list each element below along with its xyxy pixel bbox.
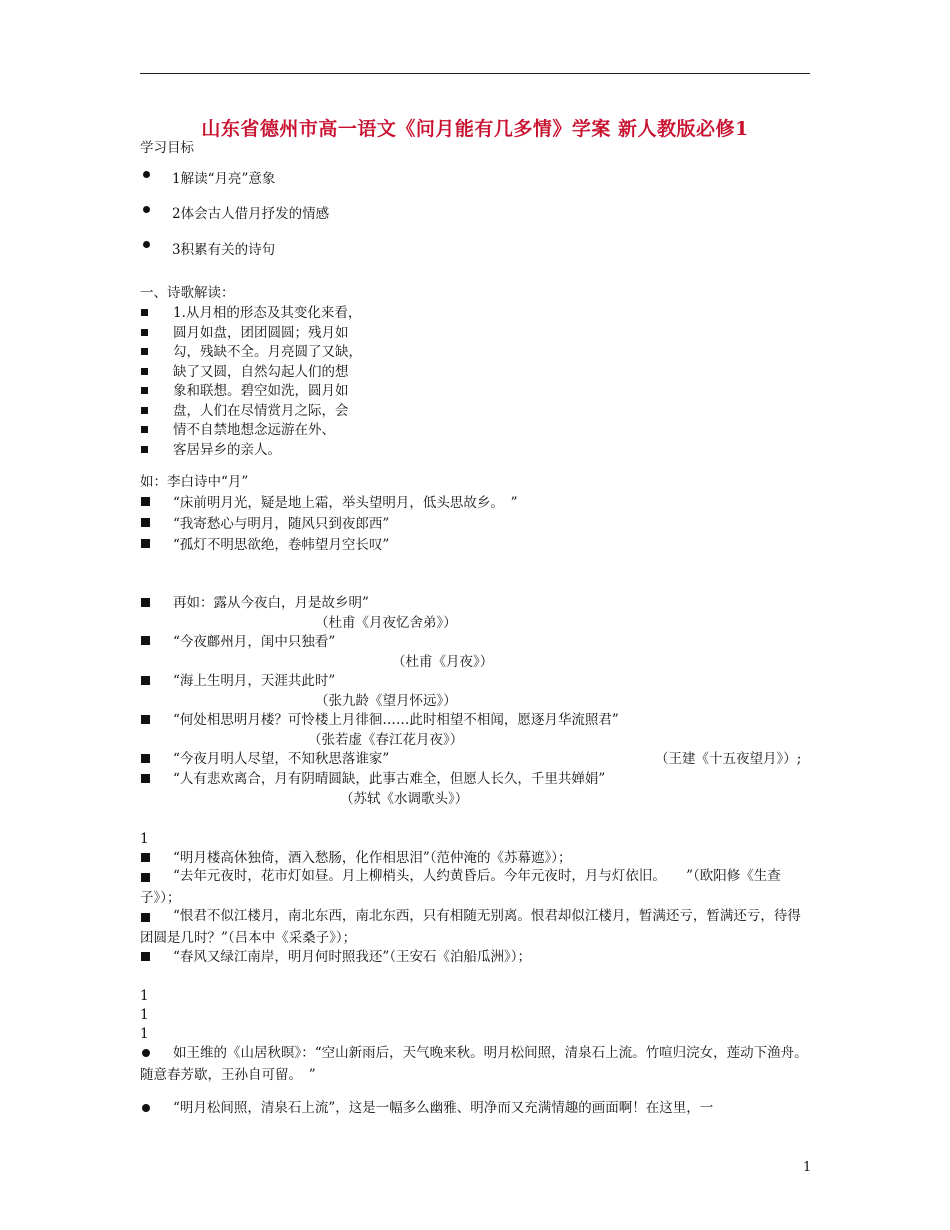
square-bullet: [141, 329, 148, 336]
quote-line: “春风又绿江南岸，明月何时照我还”（王安石《泊船瓜洲》）；: [173, 949, 532, 965]
section1-line: 勾，残缺不全。月亮圆了又缺，: [173, 344, 362, 360]
quote-line: “明月楼高休独倚，酒入愁肠，化作相思泪”（范仲淹的《苏幕遮》）；: [173, 850, 572, 866]
section1-line: 客居异乡的亲人。: [173, 442, 281, 458]
wangwei-paragraph: “明月松间照，清泉石上流”，这是一幅多么幽雅、明净而又充满情趣的画面啊！在这里，一: [173, 1100, 714, 1116]
bullet-dot: [143, 171, 150, 178]
libai-intro: 如：李白诗中“月”: [140, 474, 249, 490]
quote-source: （苏轼《水调歌头》）: [340, 791, 469, 807]
square-bullet: [141, 497, 150, 506]
square-bullet: [141, 676, 150, 685]
square-bullet: [141, 853, 150, 862]
square-bullet: [141, 426, 148, 433]
section1-line: 圆月如盘，团团圆圆；残月如: [173, 325, 349, 341]
square-bullet: [141, 407, 148, 414]
quote-line: “人有悲欢离合，月有阴晴圆缺，此事古难全，但愿人长久，千里共婵娟”: [173, 771, 606, 787]
page-title: 山东省德州市高一语文《问月能有几多情》学案 新人教版必修1: [201, 118, 749, 140]
footnote-marker: 1: [140, 831, 149, 847]
quote-line: “今夜鄜州月，闺中只独看”: [173, 634, 336, 650]
quote-paragraph: “恨君不似江楼月，南北东西，南北东西，只有相随无别离。恨君却似江楼月，暂满还亏，暂满还亏，待得团圆是几时？”（吕本中《采桑子》）；: [140, 908, 801, 946]
quote-source: （张九龄《望月怀远》）: [315, 693, 457, 709]
bullet-dot: [143, 206, 150, 213]
section1-line: 缺了又圆，自然勾起人们的想: [173, 364, 349, 380]
page-number: 1: [803, 1160, 812, 1175]
section1-line: 1.从月相的形态及其变化来看，: [173, 305, 362, 321]
square-bullet: [141, 348, 148, 355]
quote-line: “海上生明月，天涯共此时”: [173, 673, 336, 689]
quote-source: （张若虚《春江花月夜》）: [308, 732, 464, 748]
square-bullet: [141, 774, 150, 783]
objective-item: 3积累有关的诗句: [172, 242, 276, 258]
square-bullet: [141, 309, 148, 316]
section1-line: 情不自禁地想念远游在外、: [173, 422, 335, 438]
section1-heading: 一、诗歌解读：: [140, 285, 235, 301]
footnote-marker: 1: [140, 1007, 149, 1023]
square-bullet: [141, 518, 150, 527]
square-bullet: [141, 368, 148, 375]
objectives-heading: 学习目标: [140, 140, 194, 156]
section1-line: 盘，人们在尽情赏月之际，会: [173, 403, 349, 419]
quote-line: “我寄愁心与明月，随风只到夜郎西”: [173, 516, 390, 532]
footnote-marker: 1: [140, 988, 149, 1004]
quote-paragraph: “去年元夜时，花市灯如昼。月上柳梢头，人约黄昏后。今年元夜时，月与灯依旧。 ”（欧阳修《生查子》）；: [140, 868, 781, 906]
quote-line: “何处相思明月楼？可怜楼上月徘徊……此时相望不相闻，愿逐月华流照君”: [173, 712, 619, 728]
quote-line: 再如：露从今夜白，月是故乡明”: [173, 595, 369, 611]
square-bullet: [141, 715, 150, 724]
wangwei-paragraph: 如王维的《山居秋暝》：“空山新雨后，天气晚来秋。明月松间照，清泉石上流。竹喧归浣女，莲动下渔舟。随意春芳歇，王孙自可留。 ”: [140, 1045, 808, 1083]
square-bullet: [141, 598, 150, 607]
bullet-dot: [142, 1104, 150, 1112]
footnote-marker: 1: [140, 1026, 149, 1042]
square-bullet: [141, 539, 150, 548]
quote-source: （王建《十五夜望月》）;: [655, 751, 802, 767]
quote-source: （杜甫《月夜忆舍弟》）: [315, 615, 457, 631]
bullet-dot: [143, 241, 150, 248]
square-bullet: [141, 446, 148, 453]
header-rule: [140, 73, 810, 74]
objective-item: 1解读“月亮”意象: [172, 171, 276, 187]
square-bullet: [141, 636, 150, 645]
square-bullet: [141, 387, 148, 394]
objective-item: 2体会古人借月抒发的情感: [172, 206, 330, 222]
square-bullet: [141, 754, 150, 763]
quote-line: “今夜月明人尽望，不知秋思落谁家”: [173, 751, 390, 767]
quote-source: （杜甫《月夜》）: [392, 654, 494, 670]
quote-line: “床前明月光，疑是地上霜，举头望明月，低头思故乡。 ”: [173, 495, 518, 511]
section1-line: 象和联想。碧空如洗，圆月如: [173, 383, 349, 399]
square-bullet: [141, 952, 150, 961]
quote-line: “孤灯不明思欲绝，卷帏望月空长叹”: [173, 537, 390, 553]
